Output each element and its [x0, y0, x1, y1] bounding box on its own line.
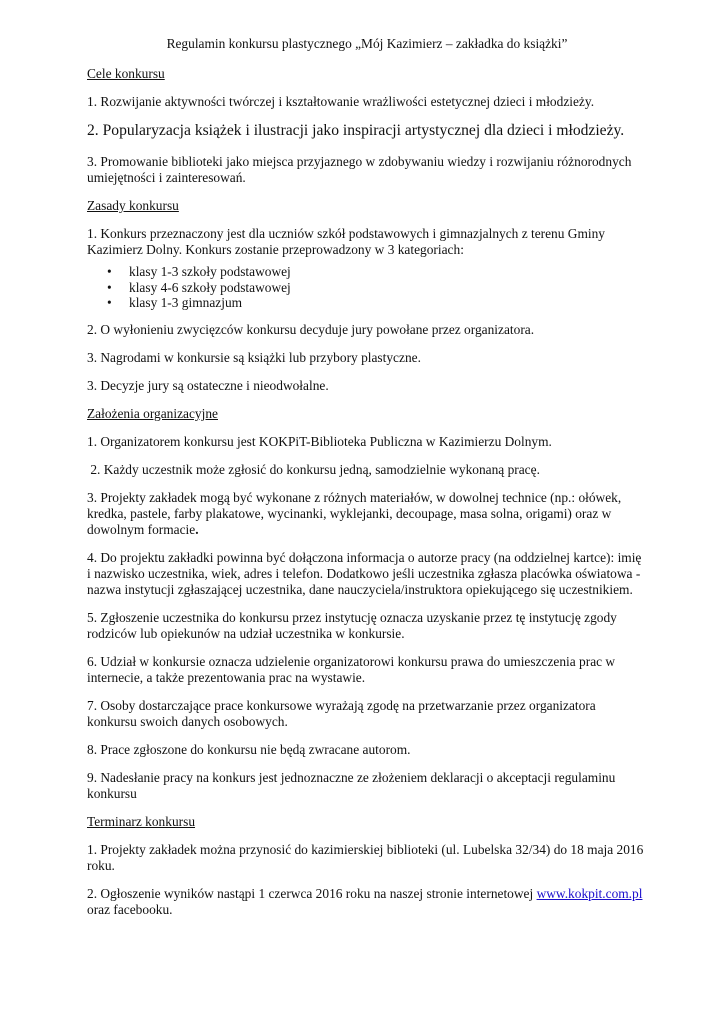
terminarz-item-2-end: oraz facebooku. — [87, 885, 646, 917]
terminarz-item-2-text: 2. Ogłoszenie wyników nastąpi 1 czerwca 2016 roku na naszej stronie internetowej — [87, 885, 537, 901]
category-label: klasy 1-3 gimnazjum — [129, 295, 243, 311]
list-item — [87, 280, 647, 296]
website-link[interactable]: www.kokpit.com.pl — [536, 885, 643, 901]
list-item — [87, 264, 647, 280]
zalozenia-item-5: 5. Zgłoszenie uczestnika do konkursu przez instytucję oznacza uzyskanie przez tę instytucję zgody rodziców lub opiekunów na udział uczestnika w konkursie. — [87, 609, 617, 641]
section-heading-zalozenia: Założenia organizacyjne — [87, 405, 218, 421]
terminarz-item-1: 1. Projekty zakładek można przynosić do kazimierskiej biblioteki (ul. Lubelska 32/34) do 18 maja 2016 roku. — [87, 841, 644, 873]
section-heading-terminarz: Terminarz konkursu — [87, 813, 196, 829]
zasady-item-3: 3. Nagrodami w konkursie są książki lub przybory plastyczne. — [87, 349, 421, 365]
zasady-item-4: 3. Decyzje jury są ostateczne i nieodwołalne. — [87, 377, 329, 393]
document-title: Regulamin konkursu plastycznego „Mój Kazimierz – zakładka do książki” — [166, 36, 568, 51]
category-label: klasy 4-6 szkoły podstawowej — [129, 279, 291, 295]
terminarz-item-2 — [87, 886, 647, 918]
zalozenia-item-3-text: 3. Projekty zakładek mogą być wykonane z różnych materiałów, w dowolnej technice (np.: ołówek, kredka, pastele, farby plakatowe, wycinanki, wyklejanki, decoupage, masa solna, origami) oraz w dowolnym formacie — [87, 489, 622, 537]
zalozenia-item-3 — [87, 490, 647, 538]
section-heading-zasady: Zasady konkursu — [87, 198, 179, 213]
zalozenia-item-1: 1. Organizatorem konkursu jest KOKPiT-Biblioteka Publiczna w Kazimierzu Dolnym. — [87, 433, 552, 449]
zalozenia-item-2: 2. Każdy uczestnik może zgłosić do konkursu jedną, samodzielnie wykonaną pracę. — [87, 461, 540, 477]
category-label: klasy 1-3 szkoły podstawowej — [129, 264, 291, 279]
bullet-icon: • — [107, 264, 112, 279]
list-item — [87, 295, 647, 311]
document-page — [87, 36, 647, 930]
bullet-icon: • — [107, 295, 112, 311]
zalozenia-item-6: 6. Udział w konkursie oznacza udzielenie organizatorowi konkursu prawa do umieszczenia prac w internecie, a także prezentowania prac na wystawie. — [87, 653, 616, 685]
cele-item-3: 3. Promowanie biblioteki jako miejsca przyjaznego w zdobywaniu wiedzy i rozwijaniu różnorodnych umiejętności i zainteresowań. — [87, 154, 632, 185]
cele-item-1: 1. Rozwijanie aktywności twórczej i kształtowanie wrażliwości estetycznej dzieci i młodzieży. — [87, 94, 595, 109]
zasady-item-1: 1. Konkurs przeznaczony jest dla uczniów szkół podstawowych i gimnazjalnych z terenu Gminy Kazimierz Dolny. Konkurs zostanie przeprowadzony w 3 kategoriach: — [87, 226, 605, 257]
cele-item-2: 2. Popularyzacja książek i ilustracji jako inspiracji artystycznej dla dzieci i młodzieży. — [87, 122, 625, 139]
category-list — [87, 264, 647, 311]
zalozenia-item-7: 7. Osoby dostarczające prace konkursowe wyrażają zgodę na przetwarzanie przez organizatora konkursu swoich danych osobowych. — [87, 697, 596, 729]
zasady-item-2: 2. O wyłonieniu zwycięzców konkursu decyduje jury powołane przez organizatora. — [87, 321, 535, 337]
zalozenia-item-3-end: . — [195, 521, 199, 537]
zalozenia-item-8: 8. Prace zgłoszone do konkursu nie będą zwracane autorom. — [87, 741, 411, 757]
section-heading-cele: Cele konkursu — [87, 66, 165, 81]
zalozenia-item-9: 9. Nadesłanie pracy na konkurs jest jednoznaczne ze złożeniem deklaracji o akceptacji regulaminu konkursu — [87, 769, 616, 801]
bullet-icon: • — [107, 279, 112, 295]
zalozenia-item-4: 4. Do projektu zakładki powinna być dołączona informacja o autorze pracy (na oddzielnej kartce): imię i nazwisko uczestnika, wiek, adres i telefon. Dodatkowo jeśli uczestnika zgłasza placówka oświatowa - nazwa instytucji zgłaszającej uczestnika, dane nauczyciela/instruktora opiekującego się uczestnikiem. — [87, 549, 642, 597]
